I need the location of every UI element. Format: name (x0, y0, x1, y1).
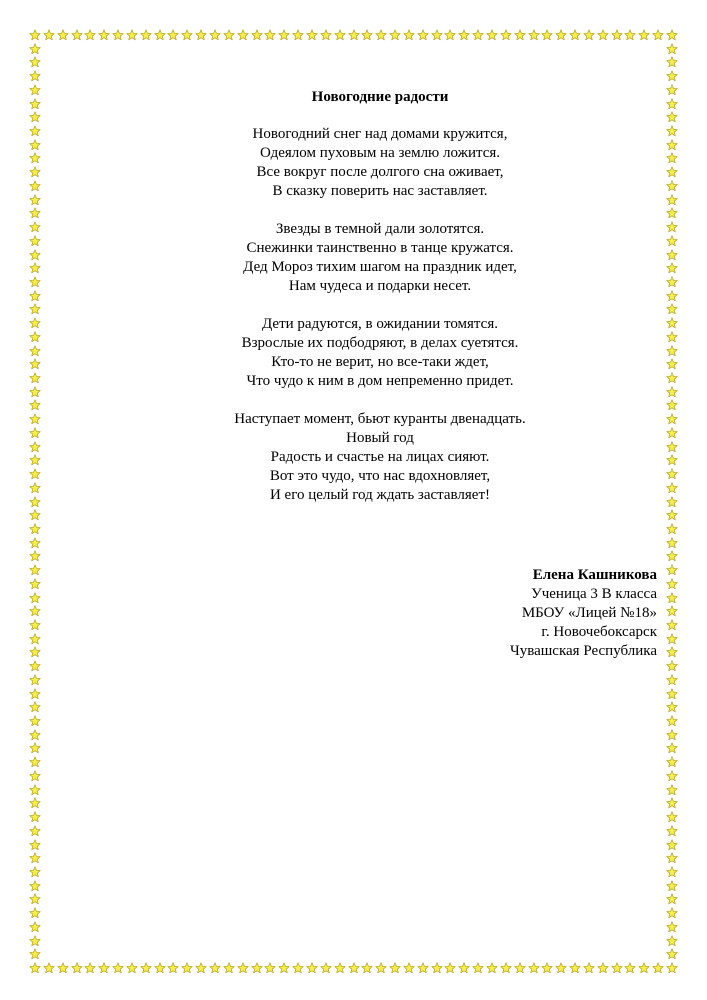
star-icon (29, 523, 41, 535)
star-icon (167, 962, 179, 974)
star-icon (29, 180, 41, 192)
star-icon (29, 537, 41, 549)
poem-line: Вот это чудо, что нас вдохновляет, (269, 468, 491, 484)
poem-line: И его целый год ждать заставляет! (269, 487, 491, 503)
star-icon (583, 962, 595, 974)
star-icon (597, 29, 609, 41)
star-icon (29, 756, 41, 768)
star-icon (611, 29, 623, 41)
star-icon (112, 962, 124, 974)
star-icon (29, 441, 41, 453)
star-icon (666, 866, 678, 878)
poem (130, 88, 630, 524)
star-icon (278, 962, 290, 974)
star-icon (361, 29, 373, 41)
star-icon (29, 276, 41, 288)
star-icon (29, 893, 41, 905)
star-icon (458, 962, 470, 974)
star-icon (306, 962, 318, 974)
star-icon (29, 852, 41, 864)
star-icon (666, 482, 678, 494)
star-icon (29, 345, 41, 357)
star-icon (666, 276, 678, 288)
star-icon (29, 70, 41, 82)
star-icon (29, 688, 41, 700)
star-icon (486, 962, 498, 974)
star-icon (57, 962, 69, 974)
star-icon (361, 962, 373, 974)
star-icon (29, 399, 41, 411)
star-icon (29, 578, 41, 590)
star-icon (29, 948, 41, 960)
star-icon (223, 29, 235, 41)
star-icon (29, 784, 41, 796)
star-icon (666, 139, 678, 151)
poem-stanza (130, 410, 630, 505)
star-icon (666, 290, 678, 302)
star-icon (666, 770, 678, 782)
star-icon (29, 43, 41, 55)
poem-line: Кто-то не верит, но все-таки ждет, (271, 354, 489, 370)
star-icon (597, 962, 609, 974)
star-icon (29, 660, 41, 672)
star-icon (348, 29, 360, 41)
star-icon (666, 331, 678, 343)
star-icon (334, 962, 346, 974)
author-name: Елена Кашникова (532, 567, 657, 583)
star-icon (348, 962, 360, 974)
star-icon (375, 29, 387, 41)
star-icon (29, 98, 41, 110)
star-icon (431, 29, 443, 41)
poem-line: Что чудо к ним в дом непременно придет. (246, 373, 514, 389)
star-icon (154, 962, 166, 974)
star-icon (666, 29, 678, 41)
star-icon (29, 56, 41, 68)
star-icon (29, 729, 41, 741)
star-icon (666, 550, 678, 562)
poem-stanza (130, 220, 630, 296)
star-icon (98, 962, 110, 974)
star-icon (29, 29, 41, 41)
star-icon (666, 180, 678, 192)
star-icon (403, 29, 415, 41)
star-icon (638, 962, 650, 974)
star-icon (666, 70, 678, 82)
star-icon (389, 29, 401, 41)
star-icon (71, 962, 83, 974)
star-icon (541, 962, 553, 974)
star-icon (611, 962, 623, 974)
poem-line: Звезды в темной дали золотятся. (275, 221, 485, 237)
star-icon (555, 29, 567, 41)
star-icon (666, 948, 678, 960)
star-icon (29, 194, 41, 206)
star-icon (666, 797, 678, 809)
star-icon (666, 166, 678, 178)
poem-line: Дед Мороз тихим шагом на праздник идет, (243, 259, 517, 275)
star-icon (666, 537, 678, 549)
star-icon (29, 207, 41, 219)
star-icon (666, 921, 678, 933)
star-icon (29, 619, 41, 631)
star-icon (472, 962, 484, 974)
star-icon (29, 111, 41, 123)
star-icon (458, 29, 470, 41)
poem-line: В сказку поверить нас заставляет. (272, 183, 488, 199)
star-icon (666, 249, 678, 261)
star-icon (29, 262, 41, 274)
star-icon (389, 962, 401, 974)
star-icon (500, 962, 512, 974)
star-icon (126, 962, 138, 974)
star-icon (237, 29, 249, 41)
star-icon (237, 962, 249, 974)
star-icon (472, 29, 484, 41)
star-icon (29, 935, 41, 947)
star-icon (666, 345, 678, 357)
author-details (510, 585, 657, 661)
star-icon (666, 98, 678, 110)
star-icon (666, 413, 678, 425)
star-icon (666, 633, 678, 645)
star-icon (29, 152, 41, 164)
star-icon (29, 742, 41, 754)
star-icon (29, 290, 41, 302)
star-icon (666, 674, 678, 686)
star-icon (666, 386, 678, 398)
star-icon (666, 592, 678, 604)
star-icon (320, 962, 332, 974)
star-icon (666, 468, 678, 480)
star-icon (29, 372, 41, 384)
star-icon (29, 221, 41, 233)
star-icon (624, 29, 636, 41)
star-icon (29, 866, 41, 878)
poem-stanza (130, 125, 630, 201)
star-icon (666, 701, 678, 713)
star-icon (583, 29, 595, 41)
star-icon (140, 29, 152, 41)
star-icon (666, 605, 678, 617)
star-icon (29, 317, 41, 329)
star-icon (29, 509, 41, 521)
signature-line: Чувашская Республика (509, 643, 657, 659)
star-icon (84, 29, 96, 41)
poem-title: Новогодние радости (311, 89, 449, 105)
star-icon (167, 29, 179, 41)
star-icon (334, 29, 346, 41)
star-icon (209, 962, 221, 974)
star-icon (666, 578, 678, 590)
star-icon (29, 235, 41, 247)
star-icon (444, 29, 456, 41)
signature-line: Ученица 3 В класса (531, 586, 657, 602)
star-icon (666, 207, 678, 219)
star-icon (195, 962, 207, 974)
star-icon (43, 962, 55, 974)
poem-stanza (130, 315, 630, 391)
poem-line: Нам чудеса и подарки несет. (288, 278, 472, 294)
star-icon (251, 962, 263, 974)
star-icon (666, 880, 678, 892)
star-icon (29, 811, 41, 823)
star-icon (666, 619, 678, 631)
star-icon (486, 29, 498, 41)
star-icon (528, 29, 540, 41)
star-icon (29, 84, 41, 96)
star-icon (278, 29, 290, 41)
star-icon (666, 839, 678, 851)
star-icon (251, 29, 263, 41)
star-icon (320, 29, 332, 41)
star-icon (666, 509, 678, 521)
star-icon (666, 907, 678, 919)
star-icon (181, 29, 193, 41)
poem-line: Все вокруг после долгого сна оживает, (256, 164, 504, 180)
star-icon (666, 729, 678, 741)
star-icon (666, 454, 678, 466)
star-icon (29, 413, 41, 425)
star-icon (403, 962, 415, 974)
star-icon (666, 756, 678, 768)
star-icon (666, 399, 678, 411)
star-icon (666, 427, 678, 439)
star-icon (514, 962, 526, 974)
star-icon (29, 468, 41, 480)
star-icon (431, 962, 443, 974)
star-icon (154, 29, 166, 41)
star-icon (555, 962, 567, 974)
star-icon (375, 962, 387, 974)
star-icon (444, 962, 456, 974)
star-icon (29, 303, 41, 315)
star-icon (666, 194, 678, 206)
star-icon (29, 550, 41, 562)
star-icon (666, 688, 678, 700)
star-icon (29, 715, 41, 727)
star-icon (569, 29, 581, 41)
signature-line: г. Новочебоксарск (541, 624, 657, 640)
star-icon (417, 962, 429, 974)
poem-line: Новый год (346, 430, 414, 446)
star-icon (666, 235, 678, 247)
star-icon (29, 907, 41, 919)
star-icon (292, 962, 304, 974)
star-icon (84, 962, 96, 974)
star-icon (29, 386, 41, 398)
star-icon (29, 825, 41, 837)
star-icon (29, 592, 41, 604)
star-icon (666, 125, 678, 137)
star-icon (652, 29, 664, 41)
poem-line: Одеялом пуховым на землю ложится. (259, 145, 501, 161)
star-icon (638, 29, 650, 41)
star-icon (666, 496, 678, 508)
star-icon (112, 29, 124, 41)
star-icon (666, 111, 678, 123)
star-icon (29, 880, 41, 892)
star-icon (29, 701, 41, 713)
star-icon (417, 29, 429, 41)
star-icon (29, 482, 41, 494)
star-icon (666, 317, 678, 329)
star-icon (43, 29, 55, 41)
star-icon (666, 825, 678, 837)
star-icon (541, 29, 553, 41)
star-icon (29, 358, 41, 370)
poem-line: Взрослые их подбодряют, в делах суетятся. (241, 335, 519, 351)
star-icon (292, 29, 304, 41)
poem-line: Новогодний снег над домами кружится, (252, 126, 508, 142)
star-icon (666, 660, 678, 672)
star-icon (666, 262, 678, 274)
star-icon (666, 43, 678, 55)
star-icon (181, 962, 193, 974)
poem-line: Дети радуются, в ожидании томятся. (262, 316, 498, 332)
star-icon (223, 962, 235, 974)
star-icon (666, 523, 678, 535)
star-icon (666, 742, 678, 754)
poem-stanzas (130, 125, 630, 505)
star-icon (29, 839, 41, 851)
star-icon (29, 921, 41, 933)
star-icon (57, 29, 69, 41)
star-icon (666, 935, 678, 947)
poem-line: Радость и счастье на лицах сияют. (270, 449, 490, 465)
star-icon (29, 427, 41, 439)
star-icon (514, 29, 526, 41)
star-icon (666, 303, 678, 315)
star-icon (29, 496, 41, 508)
star-icon (666, 564, 678, 576)
star-icon (29, 564, 41, 576)
star-icon (666, 962, 678, 974)
star-icon (209, 29, 221, 41)
star-icon (71, 29, 83, 41)
star-icon (140, 962, 152, 974)
star-icon (29, 454, 41, 466)
star-icon (29, 962, 41, 974)
star-icon (666, 852, 678, 864)
star-icon (500, 29, 512, 41)
star-icon (666, 84, 678, 96)
signature (510, 566, 657, 661)
star-icon (195, 29, 207, 41)
star-icon (126, 29, 138, 41)
signature-line: МБОУ «Лицей №18» (521, 605, 657, 621)
star-icon (666, 441, 678, 453)
star-icon (666, 372, 678, 384)
star-icon (306, 29, 318, 41)
star-icon (29, 770, 41, 782)
star-icon (666, 56, 678, 68)
star-icon (666, 715, 678, 727)
star-icon (264, 29, 276, 41)
star-icon (29, 674, 41, 686)
star-icon (264, 962, 276, 974)
star-icon (666, 784, 678, 796)
star-icon (29, 331, 41, 343)
star-icon (29, 249, 41, 261)
star-icon (666, 893, 678, 905)
star-icon (98, 29, 110, 41)
star-icon (666, 646, 678, 658)
star-icon (666, 811, 678, 823)
poem-line: Наступает момент, бьют куранты двенадцать. (234, 411, 526, 427)
star-icon (666, 358, 678, 370)
star-icon (666, 152, 678, 164)
star-icon (528, 962, 540, 974)
star-icon (29, 797, 41, 809)
star-icon (29, 125, 41, 137)
star-icon (29, 633, 41, 645)
star-icon (652, 962, 664, 974)
star-icon (666, 221, 678, 233)
star-icon (29, 646, 41, 658)
star-icon (569, 962, 581, 974)
star-icon (29, 166, 41, 178)
star-icon (29, 605, 41, 617)
poem-line: Снежинки таинственно в танце кружатся. (246, 240, 514, 256)
star-icon (29, 139, 41, 151)
star-icon (624, 962, 636, 974)
